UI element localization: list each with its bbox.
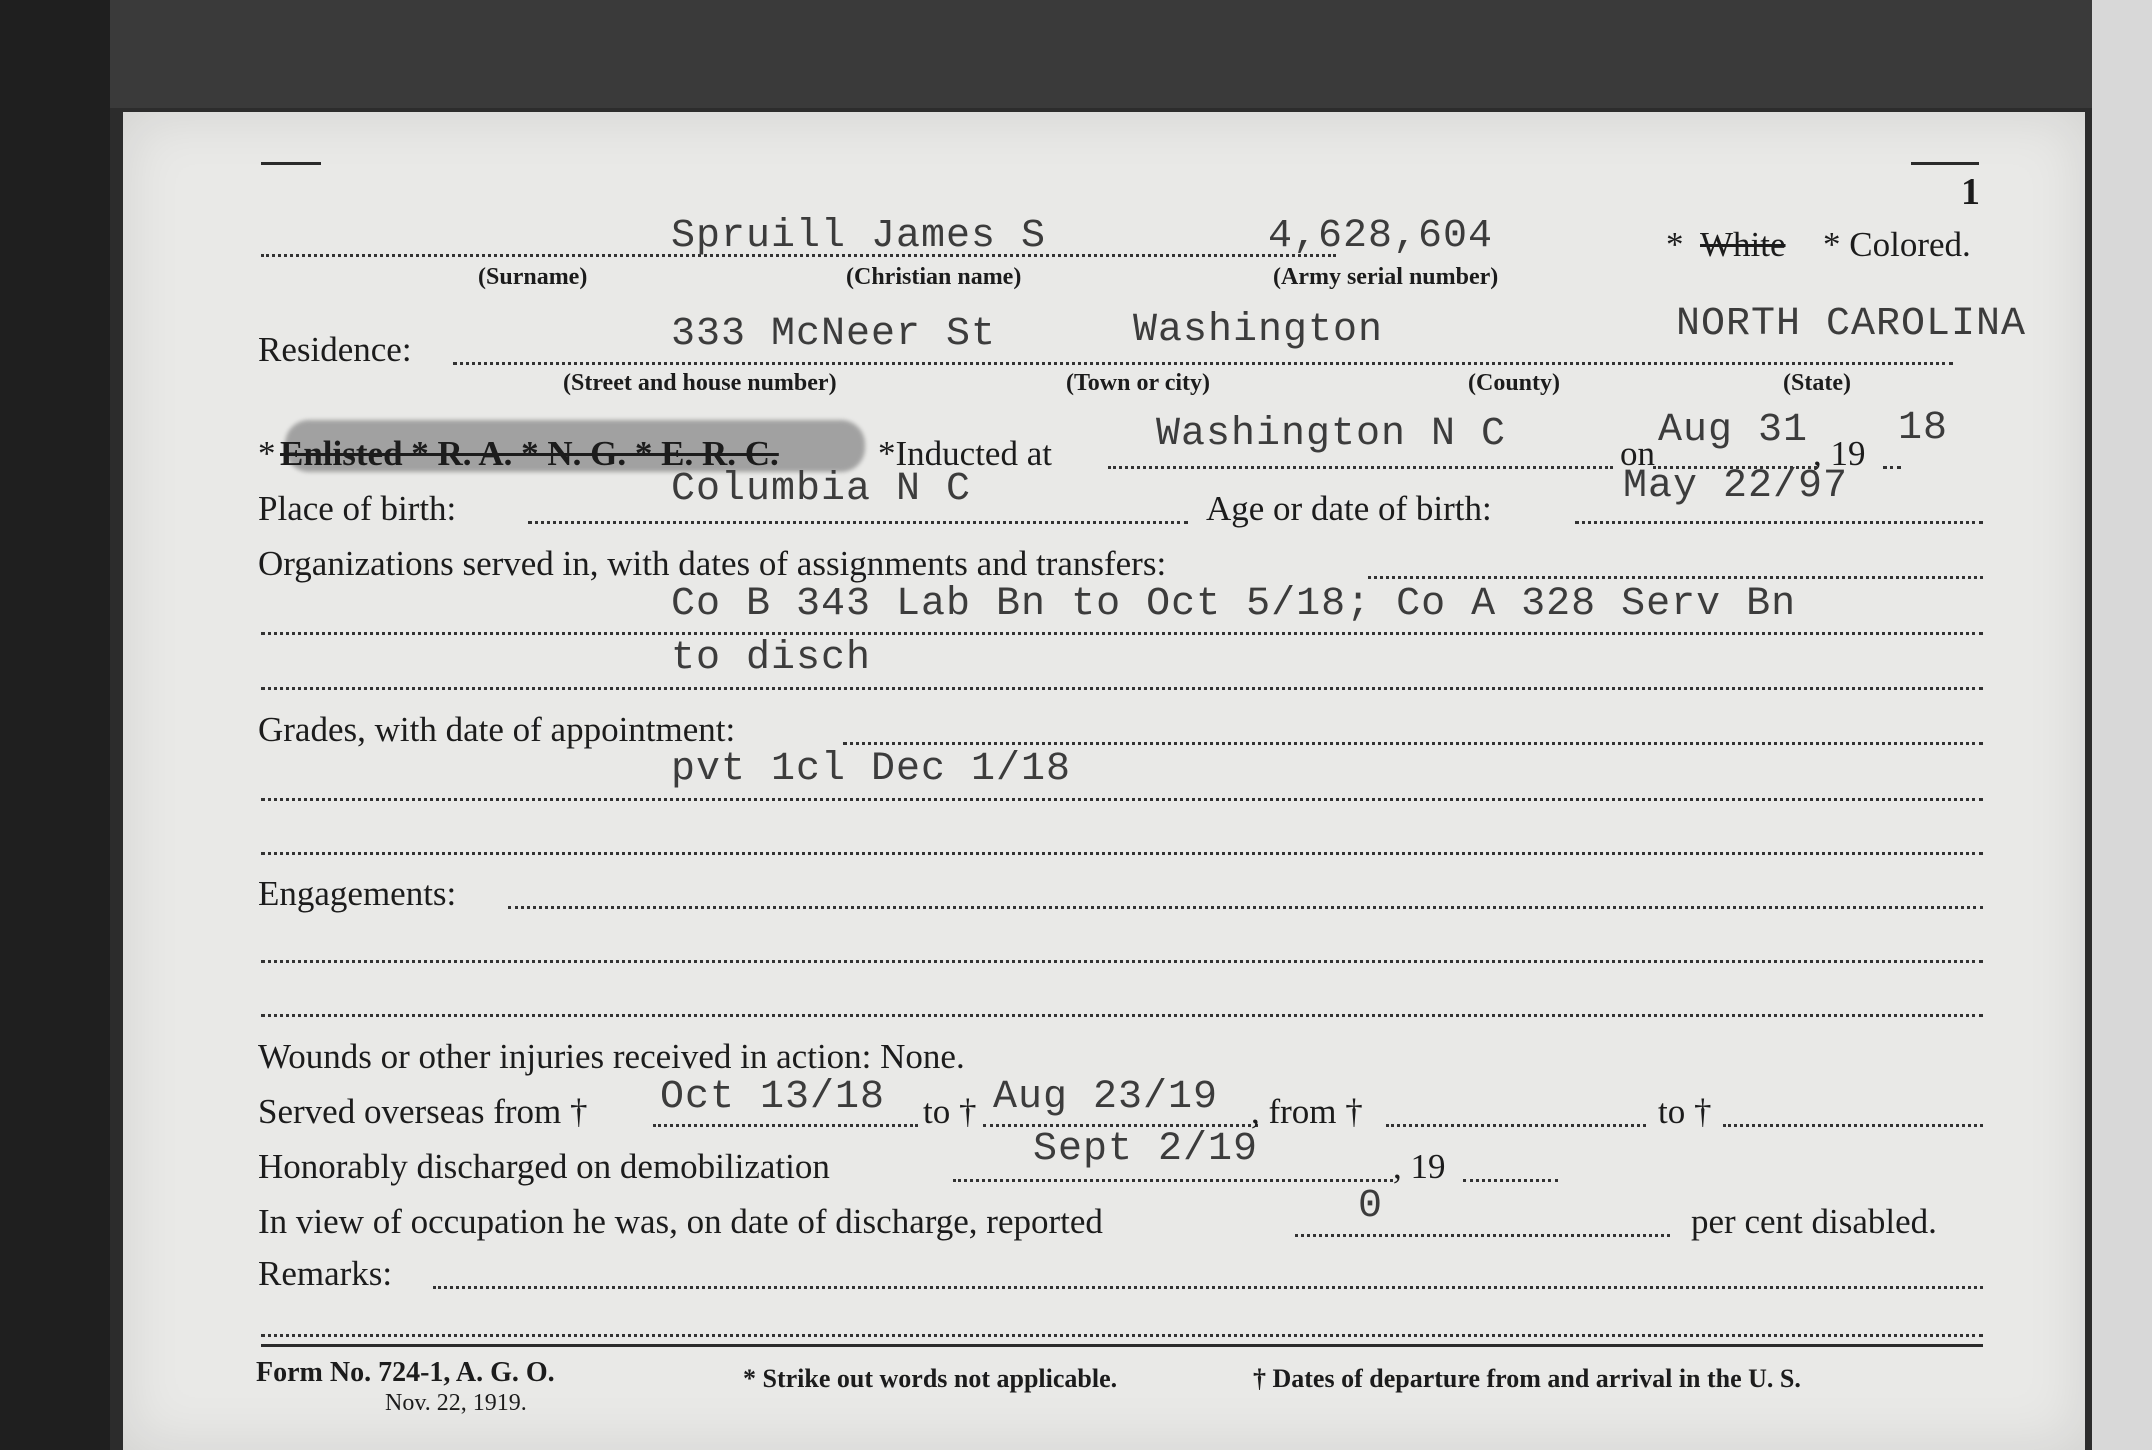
- footer-rule: [261, 1344, 1983, 1347]
- induction-date: Aug 31: [1658, 408, 1809, 453]
- engagements-line-1: [261, 960, 1983, 963]
- wounds-text: Wounds or other injuries received in action: None.: [258, 1037, 965, 1076]
- engagements-line-0: [508, 906, 1983, 909]
- engagements-line-2: [261, 1014, 1983, 1017]
- overseas-from2-label: , from †: [1251, 1092, 1363, 1131]
- disability-line: [1295, 1234, 1670, 1237]
- inducted-label: *Inducted at: [878, 434, 1052, 473]
- grades-line-1: [261, 798, 1983, 801]
- grades-line-0: [843, 742, 1983, 745]
- organizations-line-1: [261, 632, 1983, 635]
- disability-label: In view of occupation he was, on date of discharge, reported: [258, 1202, 1103, 1241]
- remarks-line-0: [433, 1286, 1983, 1289]
- overseas-to-date: Aug 23/19: [993, 1075, 1219, 1120]
- inducted-place: Washington N C: [1156, 412, 1507, 457]
- christian-name-label: (Christian name): [846, 264, 1022, 290]
- town-label: (Town or city): [1066, 370, 1210, 396]
- engagements-label: Engagements:: [258, 874, 457, 913]
- white-star: *: [1666, 225, 1684, 264]
- enlistment-options-struck: Enlisted * R. A. * N. G. * E. R. C.: [280, 434, 779, 473]
- remarks-line-1: [261, 1334, 1983, 1337]
- place-of-birth: Columbia N C: [671, 467, 972, 512]
- year-prefix-label: , 19: [1813, 434, 1866, 473]
- grades-label: Grades, with date of appointment:: [258, 710, 736, 749]
- county-label: (County): [1468, 370, 1561, 396]
- organizations-entry-2: to disch: [671, 636, 872, 681]
- form-date: Nov. 22, 1919.: [385, 1390, 527, 1416]
- street-label: (Street and house number): [563, 370, 837, 396]
- overseas-to2-line: [1723, 1124, 1983, 1127]
- army-serial-number: 4,628,604: [1268, 214, 1494, 259]
- disability-suffix: per cent disabled.: [1691, 1202, 1937, 1241]
- organizations-line-2: [261, 687, 1983, 690]
- form-number: Form No. 724-1, A. G. O.: [256, 1357, 555, 1388]
- footnote-strike-out: * Strike out words not applicable.: [743, 1364, 1118, 1393]
- residence-state: NORTH CAROLINA: [1676, 302, 2027, 347]
- year-line: [1883, 466, 1901, 469]
- organizations-label: Organizations served in, with dates of assignments and transfers:: [258, 544, 1167, 583]
- residence-label: Residence:: [258, 330, 412, 369]
- on-label: on: [1620, 434, 1655, 473]
- overseas-to-label: to †: [923, 1092, 977, 1131]
- grades-line-2: [261, 852, 1983, 855]
- race-white-struck: White: [1700, 225, 1786, 264]
- residence-street: 333 McNeer St: [671, 312, 997, 357]
- serial-number-label: (Army serial number): [1273, 264, 1499, 290]
- state-label: (State): [1783, 370, 1851, 396]
- discharge-date-line: [953, 1179, 1393, 1182]
- service-record-card: [123, 112, 2085, 1450]
- card-number: 1: [1961, 171, 1980, 213]
- grade-entry: pvt 1cl Dec 1/18: [671, 747, 1072, 792]
- top-left-rule: [261, 162, 321, 165]
- overseas-to2-label: to †: [1658, 1092, 1712, 1131]
- enlistment-star: *: [258, 434, 276, 473]
- inducted-line: [1108, 466, 1613, 469]
- race-colored: * Colored.: [1823, 225, 1971, 264]
- discharge-label: Honorably discharged on demobilization: [258, 1147, 830, 1186]
- overseas-from-line: [653, 1124, 918, 1127]
- organizations-line-0: [1368, 576, 1983, 579]
- date-of-birth: May 22/97: [1623, 464, 1849, 509]
- place-of-birth-label: Place of birth:: [258, 489, 457, 528]
- organizations-entry-1: Co B 343 Lab Bn to Oct 5/18; Co A 328 Serv Bn: [671, 582, 1797, 627]
- date-of-birth-label: Age or date of birth:: [1206, 489, 1492, 528]
- place-of-birth-line: [528, 521, 1188, 524]
- footnote-dates: † Dates of departure from and arrival in the U. S.: [1253, 1364, 1801, 1393]
- induction-year: 18: [1898, 406, 1949, 451]
- discharge-date: Sept 2/19: [1033, 1127, 1259, 1172]
- overseas-from-label: Served overseas from †: [258, 1092, 588, 1131]
- residence-line: [453, 362, 1953, 365]
- background-right: [2092, 0, 2152, 1450]
- remarks-label: Remarks:: [258, 1254, 393, 1293]
- date-of-birth-line: [1575, 521, 1983, 524]
- background-top: [110, 0, 2092, 108]
- top-right-rule: [1911, 162, 1979, 165]
- background-left: [0, 0, 110, 1450]
- residence-town: Washington: [1133, 308, 1384, 353]
- overseas-from-date: Oct 13/18: [660, 1075, 886, 1120]
- disability-value: 0: [1358, 1184, 1384, 1229]
- soldier-name: Spruill James S: [671, 214, 1047, 259]
- discharge-year-label: , 19: [1393, 1147, 1446, 1186]
- discharge-year-line: [1463, 1179, 1558, 1182]
- overseas-from2-line: [1386, 1124, 1646, 1127]
- surname-label: (Surname): [478, 264, 588, 290]
